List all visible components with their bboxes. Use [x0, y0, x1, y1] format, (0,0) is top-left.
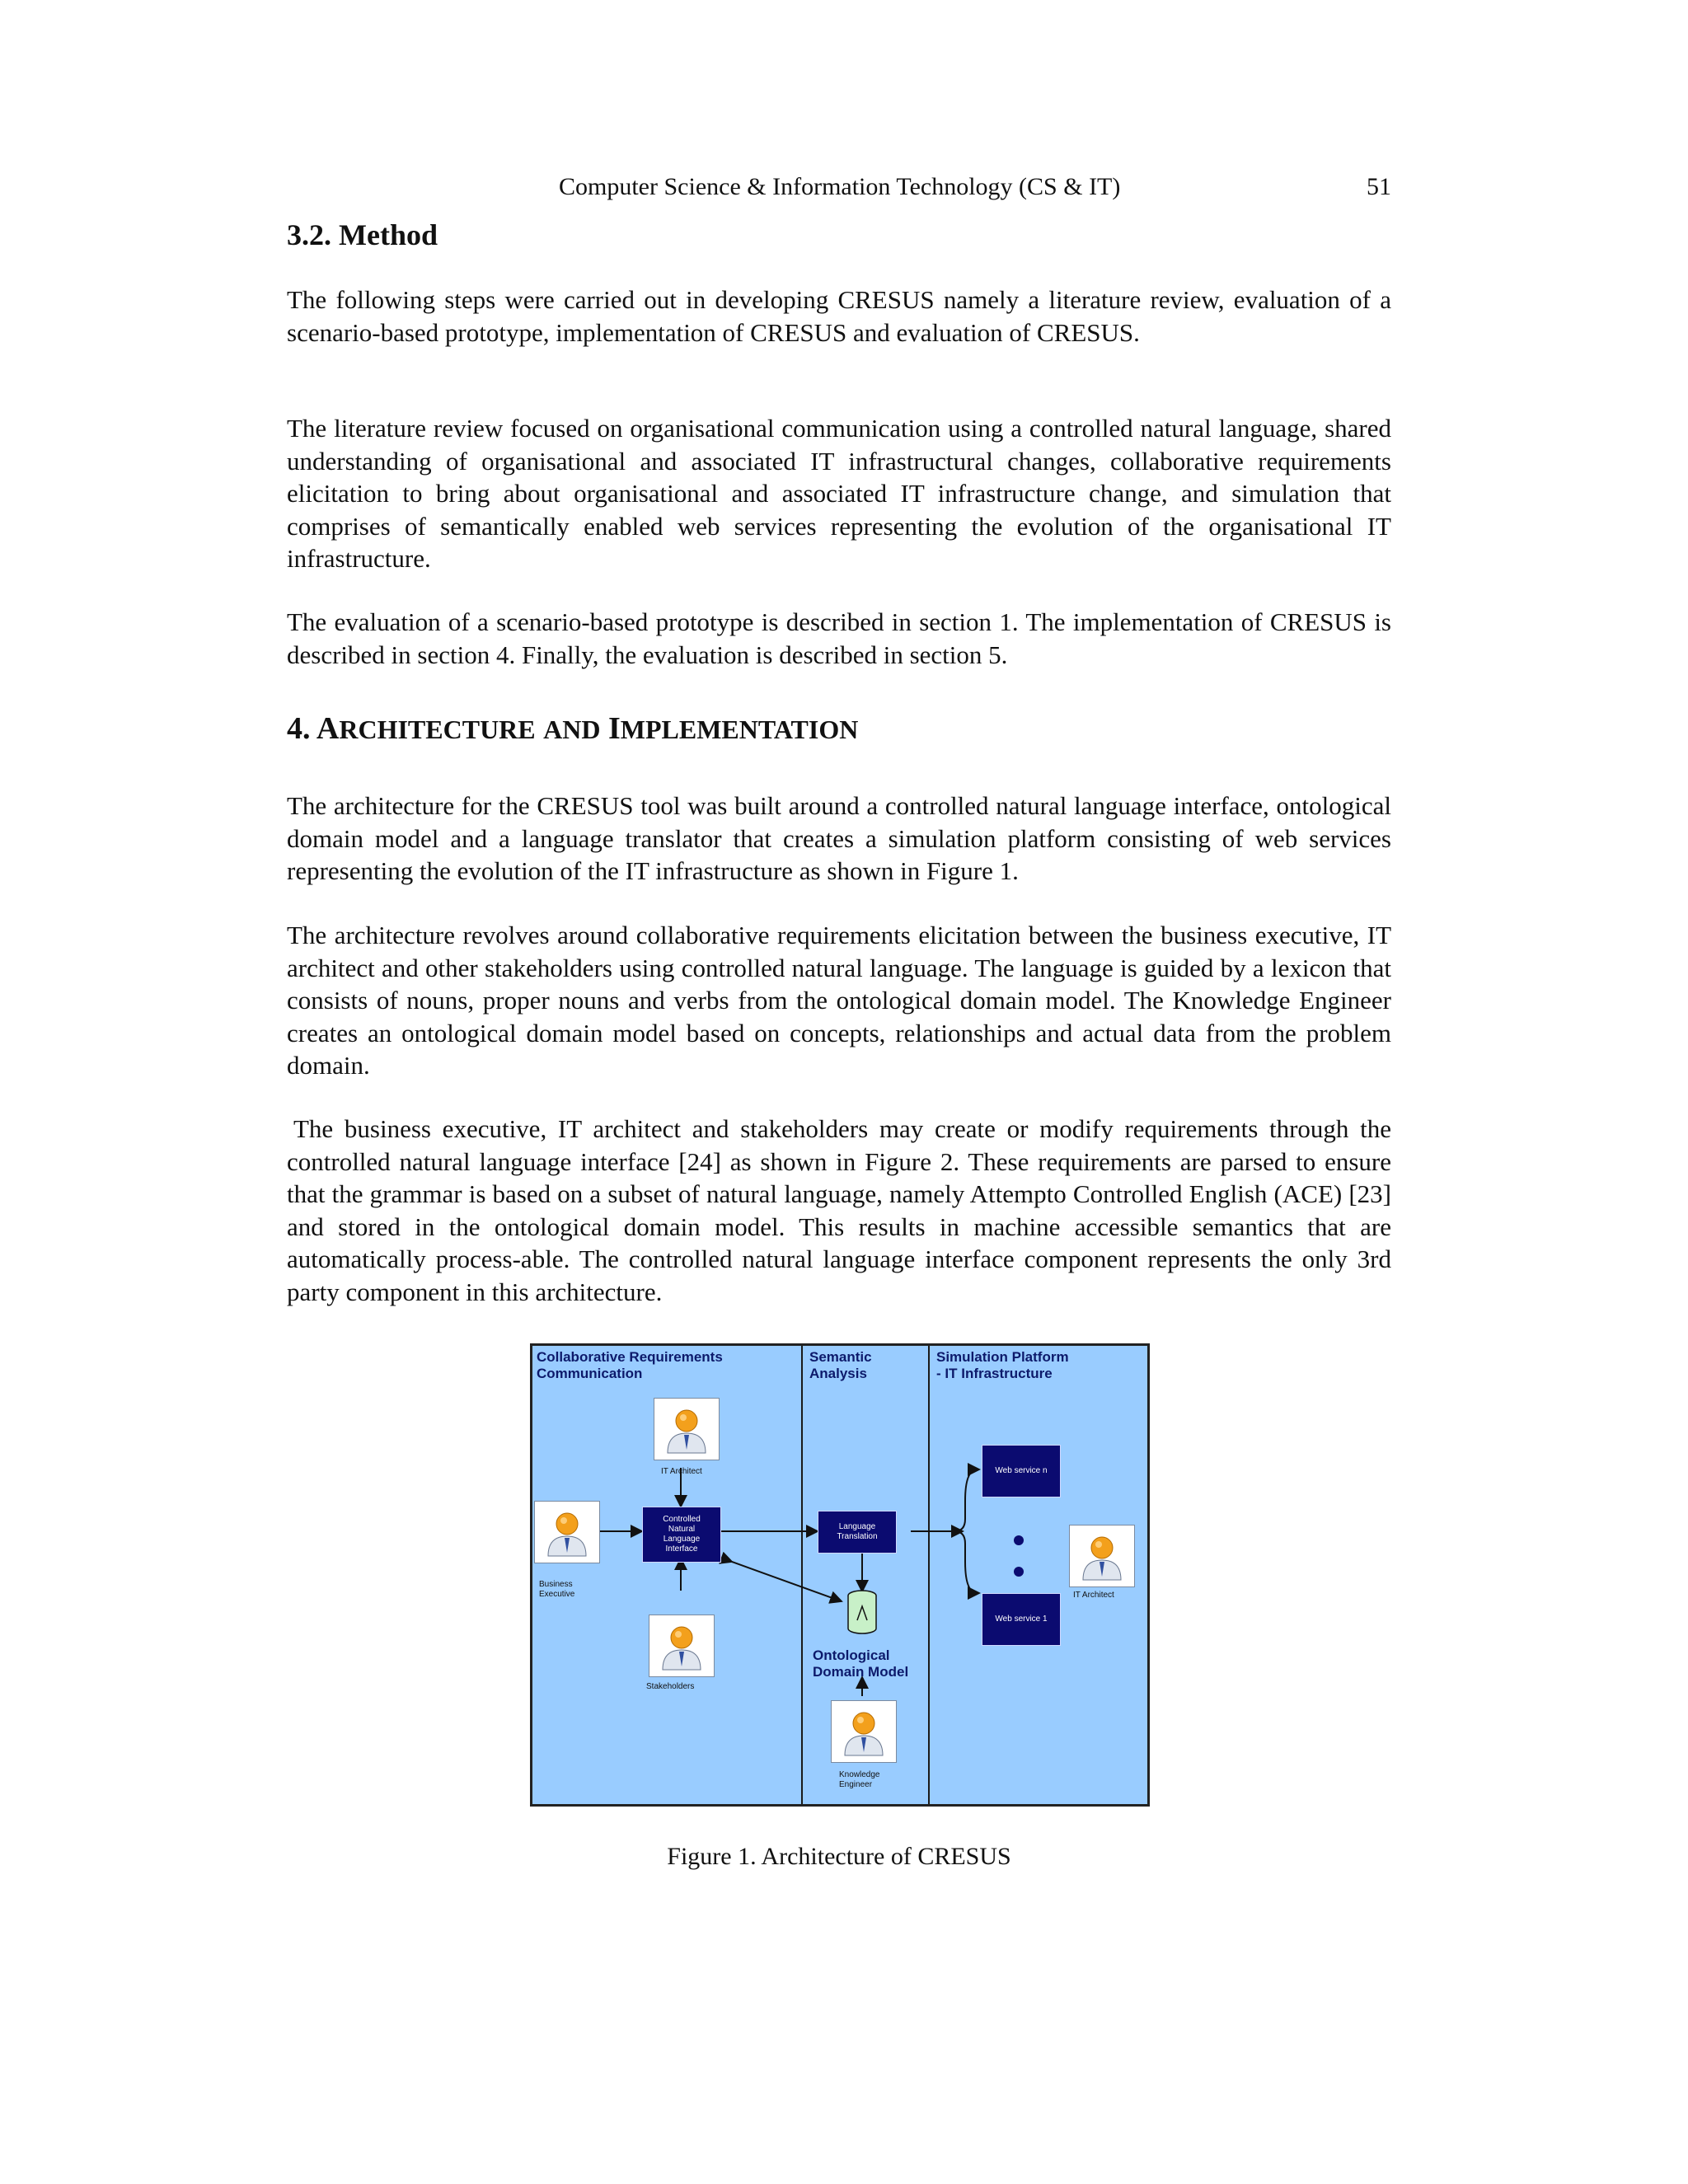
- architecture-paragraph-3: The business executive, IT architect and stakeholders may create or modify requirements through the controlled natural language interface [24] as shown in Figure 2. These requirements are parsed to ensure that the grammar is based on a subset of natural language, namely Attempto Controlled English (ACE) [23] and stored in the ontological domain model. This results in machine accessible semantics that are automatically process-able. The controlled natural language interface component represents the only 3rd party component in this architecture.: [287, 1114, 1391, 1306]
- method-paragraph-1: The following steps were carried out in developing CRESUS namely a literature review, evaluation of a scenario-based prototype, implementation of CRESUS and evaluation of CRESUS.: [287, 285, 1391, 347]
- section-title-word1-rest: RCHITECTURE: [339, 715, 536, 744]
- lane-title-collaborative-line2: Communication: [537, 1366, 643, 1381]
- it-architect-top-actor: [654, 1398, 720, 1460]
- arrow-cnli-to-ontology: [732, 1562, 842, 1601]
- business-executive-line2: Executive: [539, 1590, 575, 1599]
- it-architect-right-actor: [1069, 1525, 1135, 1587]
- knowledge-engineer-line2: Engineer: [839, 1780, 873, 1789]
- method-paragraph-2: The literature review focused on organisational communication using a controlled natural language, shared understanding of organisational and associated IT infrastructural changes, collaborative requirements elicitation to bring about organisational and associated IT infrastructure change, and simulation that comprises of semantically enabled web services representing the evolution of the organisational IT infrastructure.: [287, 414, 1391, 573]
- subsection-title: 3.2. Method: [287, 218, 438, 251]
- business-executive-label: [539, 1580, 574, 1600]
- controlled-natural-language-interface-box: [642, 1507, 721, 1563]
- odm-line1: Ontological: [813, 1647, 890, 1663]
- page-number: 51: [1367, 173, 1391, 200]
- services-brace: [954, 1469, 978, 1593]
- knowledge-engineer-line1: Knowledge: [839, 1770, 880, 1779]
- cnli-line3: Language: [663, 1535, 701, 1544]
- business-executive-line1: Business: [539, 1580, 573, 1589]
- odm-line2: Domain Model: [813, 1664, 909, 1680]
- figure-caption: Figure 1. Architecture of CRESUS: [667, 1843, 1011, 1870]
- cnli-line1: Controlled: [663, 1515, 701, 1524]
- person-icon: [832, 1701, 896, 1762]
- lt-line2: Translation: [837, 1532, 878, 1541]
- database-icon: [848, 1591, 876, 1633]
- architecture-figure: [530, 1343, 1150, 1807]
- knowledge-engineer-actor: [831, 1700, 897, 1763]
- web-service-n-label: Web service n: [995, 1466, 1048, 1475]
- section-title-and: AND: [543, 715, 601, 744]
- lane-title-simulation-line1: Simulation Platform: [936, 1349, 1069, 1365]
- lane-title-semantic-line1: Semantic: [809, 1349, 872, 1365]
- lane-title-simulation-line2: - IT Infrastructure: [936, 1366, 1053, 1381]
- ontological-domain-model-label: [813, 1647, 908, 1680]
- person-icon: [1070, 1526, 1134, 1586]
- cnli-line4: Interface: [665, 1544, 698, 1554]
- stakeholders-label: Stakeholders: [646, 1682, 695, 1691]
- ellipsis-dot-2: [1014, 1567, 1024, 1577]
- web-service-n-box: [982, 1445, 1061, 1497]
- section-title-word2-initial: I: [607, 711, 621, 746]
- architecture-paragraph-2: The architecture revolves around collaborative requirements elicitation between the business executive, IT architect and other stakeholders using controlled natural language. The language is guided by a lexicon that consists of nouns, proper nouns and verbs from the ontological domain model. The Knowledge Engineer creates an ontological domain model based on concepts, relationships and actual data from the problem domain.: [287, 921, 1391, 1080]
- web-service-1-label: Web service 1: [995, 1615, 1048, 1624]
- cnli-line2: Natural: [668, 1525, 696, 1534]
- person-icon: [654, 1399, 719, 1460]
- language-translation-box: [818, 1511, 897, 1554]
- lt-line1: Language: [838, 1522, 876, 1531]
- journal-name: Computer Science & Information Technology (CS & IT): [559, 173, 1121, 200]
- lane-title-collaborative-line1: Collaborative Requirements: [537, 1349, 723, 1365]
- web-service-1-box: [982, 1593, 1061, 1646]
- architecture-paragraph-1: The architecture for the CRESUS tool was built around a controlled natural language interface, ontological domain model and a language translator that creates a simulation platform consisting of web services representing the evolution of the IT infrastructure as shown in Figure 1.: [287, 791, 1391, 885]
- ellipsis-dot-1: [1014, 1535, 1024, 1545]
- person-icon: [535, 1502, 599, 1563]
- section-heading: [287, 710, 858, 747]
- running-head: [287, 173, 1391, 206]
- stakeholders-actor: [649, 1615, 715, 1677]
- lane-title-semantic-line2: Analysis: [809, 1366, 867, 1381]
- it-architect-top-label: IT Architect: [661, 1467, 702, 1476]
- person-icon: [649, 1615, 714, 1676]
- it-architect-right-label: IT Architect: [1073, 1591, 1114, 1600]
- section-title-word2-rest: MPLEMENTATION: [620, 715, 859, 744]
- section-number: 4.: [287, 711, 311, 746]
- business-executive-actor: [534, 1501, 600, 1563]
- method-paragraph-3: The evaluation of a scenario-based prototype is described in section 1. The implementation of CRESUS is described in section 4. Finally, the evaluation is described in section 5.: [287, 607, 1391, 669]
- knowledge-engineer-label: [839, 1770, 879, 1790]
- section-title-word1-initial: A: [316, 711, 340, 746]
